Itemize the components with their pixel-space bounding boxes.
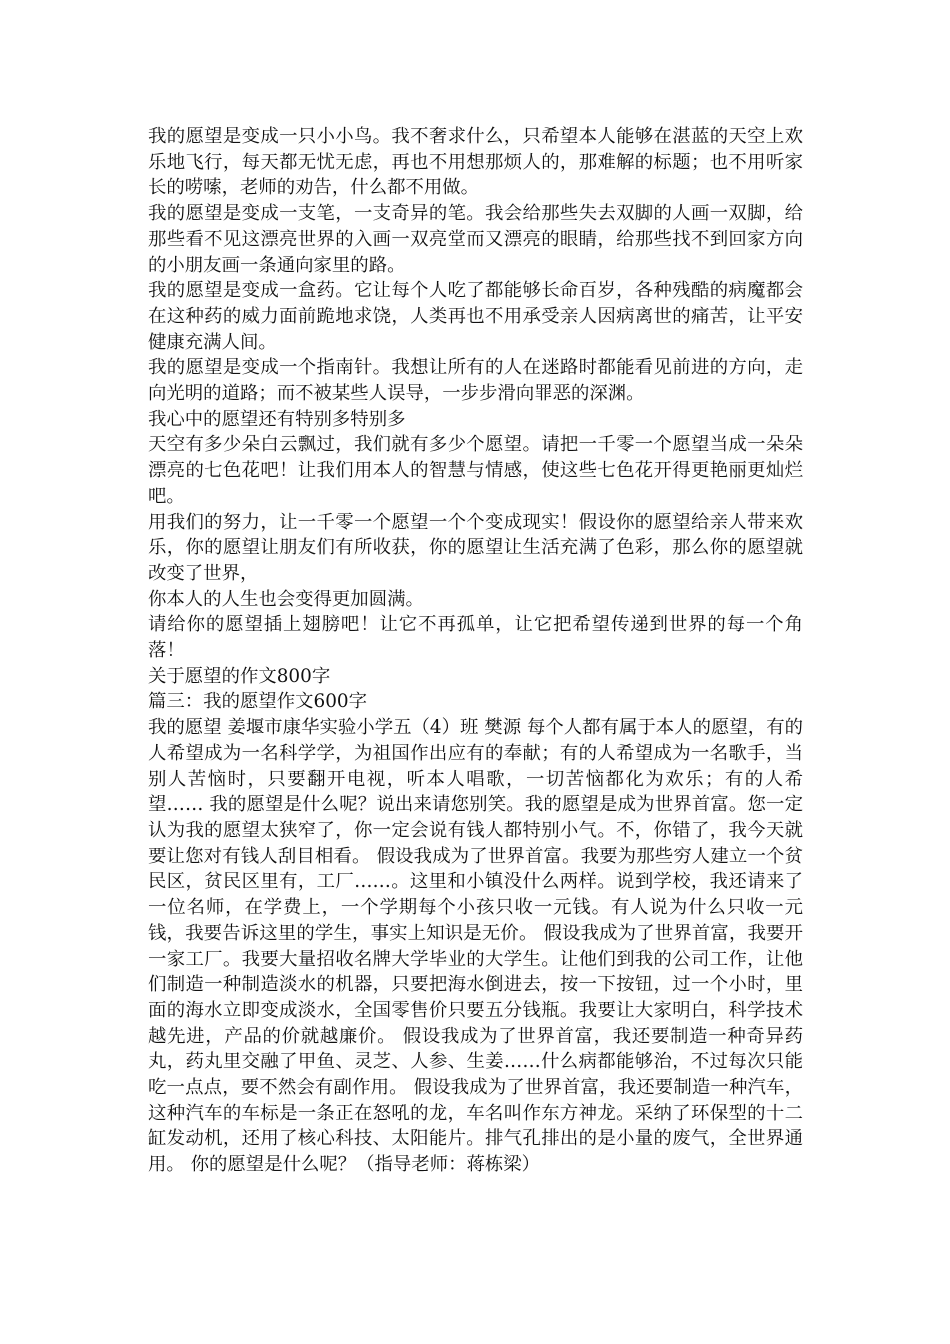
document-body xyxy=(148,124,803,1178)
paragraph-many-wishes: 我心中的愿望还有特别多特别多 xyxy=(148,408,406,430)
paragraph-richest-essay: 我的愿望 姜堰市康华实验小学五（4）班 樊源 每个人都有属于本人的愿望，有的人希望成为一名科学学，为祖国作出应有的奉献；有的人希望成为一名歌手，当别人苦恼时，只要翻开电视，听本人唱歌，一切苦恼都化为欢乐；有的人希望…… 我的愿望是什么呢？说出来请您别笑。我的愿望是成为世界首富。您一定认为我的愿望太狭窄了，你一定会说有钱人都特别小气。不，你错了，我今天就要让您对有钱人刮目相看。 假设我成为了世界首富。我要为那些穷人建立一个贫民区，贫民区里有，工厂……。这里和小镇没什么两样。说到学校，我还请来了一位名师，在学费上，一个学期每个小孩只收一元钱。有人说为什么只收一元钱，我要告诉这里的学生，事实上知识是无价。 假设我成为了世界首富，我要开一家工厂。我要大量招收名牌大学毕业的大学生。让他们到我的公司工作，让他们制造一种制造淡水的机器，只要把海水倒进去，按一下按钮，过一个小时，里面的海水立即变成淡水，全国零售价只要五分钱瓶。我要让大家明白，科学技术越先进，产品的价就越廉价。 假设我成为了世界首富，我还要制造一种奇异药丸，药丸里交融了甲鱼、灵芝、人参、生姜……什么病都能够治，不过每次只能吃一点点，要不然会有副作用。 假设我成为了世界首富，我还要制造一种汽车，这种汽车的车标是一条正在怒吼的龙，车名叫作东方神龙。采纳了环保型的十二缸发动机，还用了核心科技、太阳能片。排气孔排出的是小量的废气，全世界通用。 你的愿望是什么呢？（指导老师：蒋栋梁） xyxy=(148,717,803,1176)
section-heading-800: 关于愿望的作文800字 xyxy=(148,665,331,687)
paragraph-life-complete: 你本人的人生也会变得更加圆满。 xyxy=(148,588,424,610)
paragraph-make-real: 用我们的努力，让一千零一个愿望一个个变成现实！假设你的愿望给亲人带来欢乐，你的愿望让朋友们有所收获，你的愿望让生活充满了色彩，那么你的愿望就改变了世界， xyxy=(148,511,803,584)
paragraph-compass: 我的愿望是变成一个指南针。我想让所有的人在迷路时都能看见前进的方向，走向光明的道路；而不被某些人误导，一步步滑向罪恶的深渊。 xyxy=(148,357,803,405)
paragraph-white-clouds: 天空有多少朵白云飘过，我们就有多少个愿望。请把一千零一个愿望当成一朵朵漂亮的七色花吧！让我们用本人的智慧与情感，使这些七色花开得更艳丽更灿烂吧。 xyxy=(148,434,803,507)
paragraph-magic-pen: 我的愿望是变成一支笔，一支奇异的笔。我会给那些失去双脚的人画一双脚，给那些看不见这漂亮世界的入画一双亮堂而又漂亮的眼睛，给那些找不到回家方向的小朋友画一条通向家里的路。 xyxy=(148,203,803,276)
paragraph-wings: 请给你的愿望插上翅膀吧！让它不再孤单，让它把希望传递到世界的每一个角落！ xyxy=(148,614,803,662)
section-heading-600: 篇三：我的愿望作文600字 xyxy=(148,691,368,713)
paragraph-medicine: 我的愿望是变成一盒药。它让每个人吃了都能够长命百岁，各种残酷的病魔都会在这种药的威力面前跪地求饶，人类再也不用承受亲人因病离世的痛苦，让平安健康充满人间。 xyxy=(148,280,803,353)
paragraph-little-bird: 我的愿望是变成一只小小鸟。我不奢求什么，只希望本人能够在湛蓝的天空上欢乐地飞行，每天都无忧无虑，再也不用想那烦人的，那难解的标题；也不用听家长的唠嗦，老师的劝告，什么都不用做。 xyxy=(148,126,803,199)
